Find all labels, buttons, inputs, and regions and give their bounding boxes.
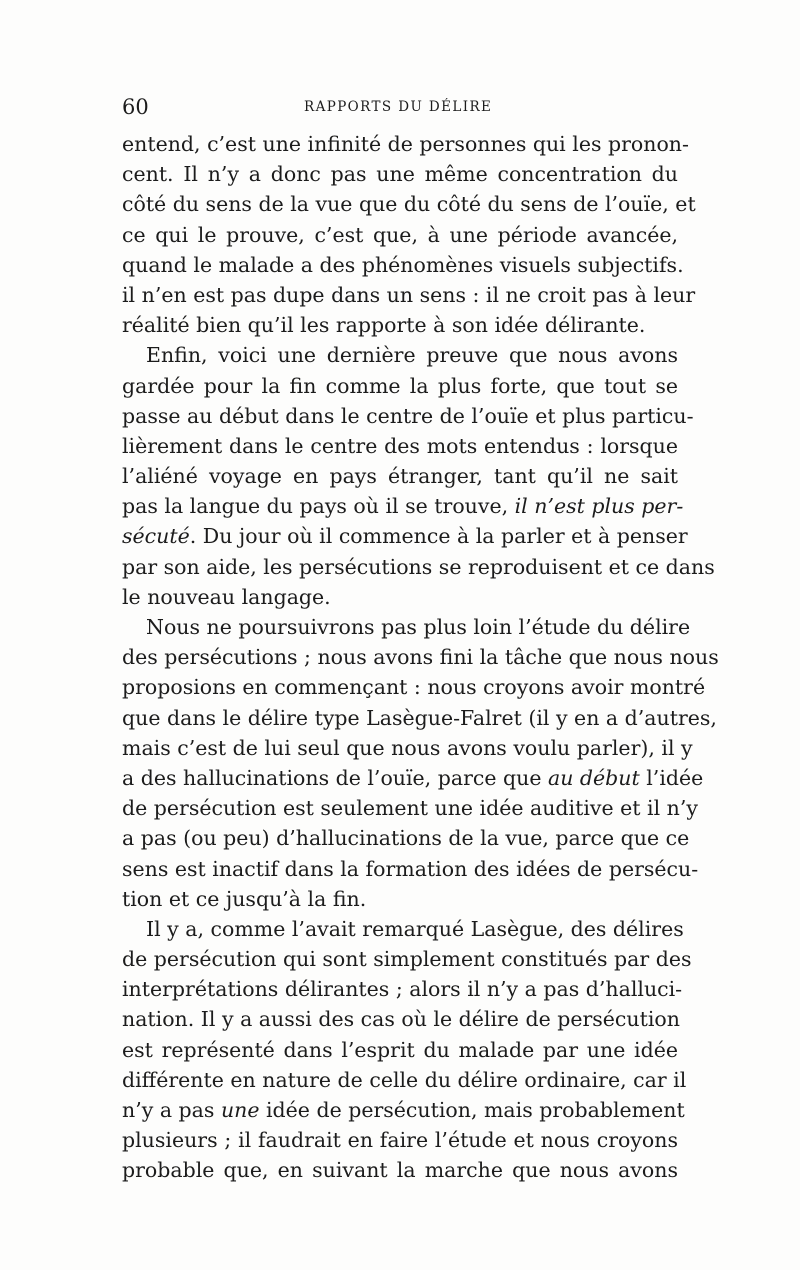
text-segment: des persécutions ; nous avons fini la tâche que nous nous (122, 645, 719, 670)
text-segment: est représenté dans l’esprit du malade par une idée (122, 1037, 678, 1062)
italic-text: sécuté (122, 524, 190, 549)
text-segment: interprétations délirantes ; alors il n’y a pas d’halluci- (122, 977, 683, 1002)
text-line (122, 1095, 685, 1125)
text-line (122, 1065, 687, 1095)
text-segment: gardée pour la fin comme la plus forte, que tout se (122, 373, 678, 398)
text-segment: . Du jour où il commence à la parler et à penser (189, 524, 688, 549)
text-line (122, 944, 692, 974)
text-line (122, 371, 678, 401)
text-segment: n’y a pas (122, 1098, 221, 1122)
text-segment: côté du sens de la vue que du côté du sens de l’ouïe, et (122, 192, 696, 217)
page-number: 60 (122, 95, 149, 119)
text-line (122, 703, 717, 733)
text-segment: plusieurs ; il faudrait en faire l’étude et nous croyons (122, 1128, 678, 1153)
text-segment: quand le malade a des phénomènes visuels subjectifs. (122, 252, 684, 277)
text-segment: lièrement dans le centre des mots entendus : lorsque (122, 433, 678, 458)
text-line (122, 129, 689, 159)
text-line (122, 250, 684, 280)
text-segment: ce qui le prouve, c’est que, à une période avancée, (122, 222, 678, 247)
running-head: RAPPORTS DU DÉLIRE (304, 99, 493, 115)
text-segment: que dans le délire type Lasègue-Falret (il y en a d’autres, (122, 705, 717, 730)
text-segment: Il y a, comme l’avait remarqué Lasègue, des délires (146, 916, 684, 941)
text-line (122, 1035, 678, 1065)
text-segment: probable que, en suivant la marche que nous avons (122, 1158, 678, 1183)
text-segment: de persécution est seulement une idée auditive et il n’y (122, 796, 698, 821)
text-segment: Nous ne poursuivrons pas plus loin l’étude du délire (146, 615, 691, 639)
text-line (122, 793, 698, 823)
text-line (122, 521, 688, 551)
text-segment: le nouveau langage. (122, 584, 331, 609)
text-segment: cent. Il n’y a donc pas une même concentration du (122, 162, 678, 187)
text-line (122, 1125, 678, 1155)
text-segment: de persécution qui sont simplement constitués par des (122, 947, 692, 972)
text-line (122, 491, 684, 521)
text-line (122, 310, 678, 340)
italic-text: au début (547, 765, 640, 790)
text-line (122, 461, 678, 491)
text-segment: mais c’est de lui seul que nous avons voulu parler), il y (122, 735, 693, 760)
italic-text: une (220, 1098, 260, 1122)
text-line (122, 854, 699, 884)
text-line (122, 1155, 678, 1185)
text-line (122, 159, 678, 189)
page-header (122, 94, 678, 124)
text-segment: passe au début dans le centre de l’ouïe et plus particu- (122, 403, 694, 428)
text-segment: a pas (ou peu) d’hallucinations de la vue, parce que ce (122, 826, 690, 851)
text-line (122, 552, 715, 582)
text-line (122, 401, 694, 431)
text-segment: par son aide, les persécutions se reproduisent et ce dans (122, 554, 715, 579)
text-segment: nation. Il y a aussi des cas où le délire de persécution (122, 1007, 680, 1032)
text-segment: l’idée (639, 765, 704, 790)
text-line (122, 672, 706, 702)
text-segment: entend, c’est une infinité de personnes qui les pronon- (122, 132, 689, 156)
text-line (122, 280, 696, 310)
text-line (122, 974, 683, 1004)
text-line (122, 582, 678, 612)
text-line (122, 914, 684, 944)
text-segment: l’aliéné voyage en pays étranger, tant qu’il ne sait (122, 464, 678, 489)
text-line (122, 431, 678, 461)
text-segment: réalité bien qu’il les rapporte à son idée délirante. (122, 313, 646, 338)
text-segment: Enfin, voici une dernière preuve que nous avons (146, 343, 678, 368)
text-line (122, 733, 693, 763)
text-line (122, 1004, 678, 1034)
text-line (122, 220, 678, 250)
text-line (122, 884, 678, 914)
text-segment: pas la langue du pays où il se trouve, (122, 494, 515, 519)
text-segment: proposions en commençant : nous croyons avoir montré (122, 675, 706, 700)
text-segment: a des hallucinations de l’ouïe, parce que (122, 765, 548, 790)
italic-text: il n’est plus per- (514, 494, 684, 519)
text-line (122, 189, 696, 219)
text-segment: il n’en est pas dupe dans un sens : il ne croit pas à leur (122, 282, 696, 307)
text-segment: sens est inactif dans la formation des idées de persécu- (122, 856, 699, 881)
text-line (122, 612, 691, 642)
page-body-text (122, 129, 719, 1186)
text-segment: différente en nature de celle du délire ordinaire, car il (122, 1067, 687, 1092)
text-segment: tion et ce jusqu’à la fin. (122, 886, 367, 911)
text-line (122, 763, 704, 793)
text-segment: idée de persécution, mais probablement (259, 1098, 685, 1122)
text-line (122, 340, 678, 370)
text-line (122, 642, 719, 672)
text-line (122, 823, 690, 853)
